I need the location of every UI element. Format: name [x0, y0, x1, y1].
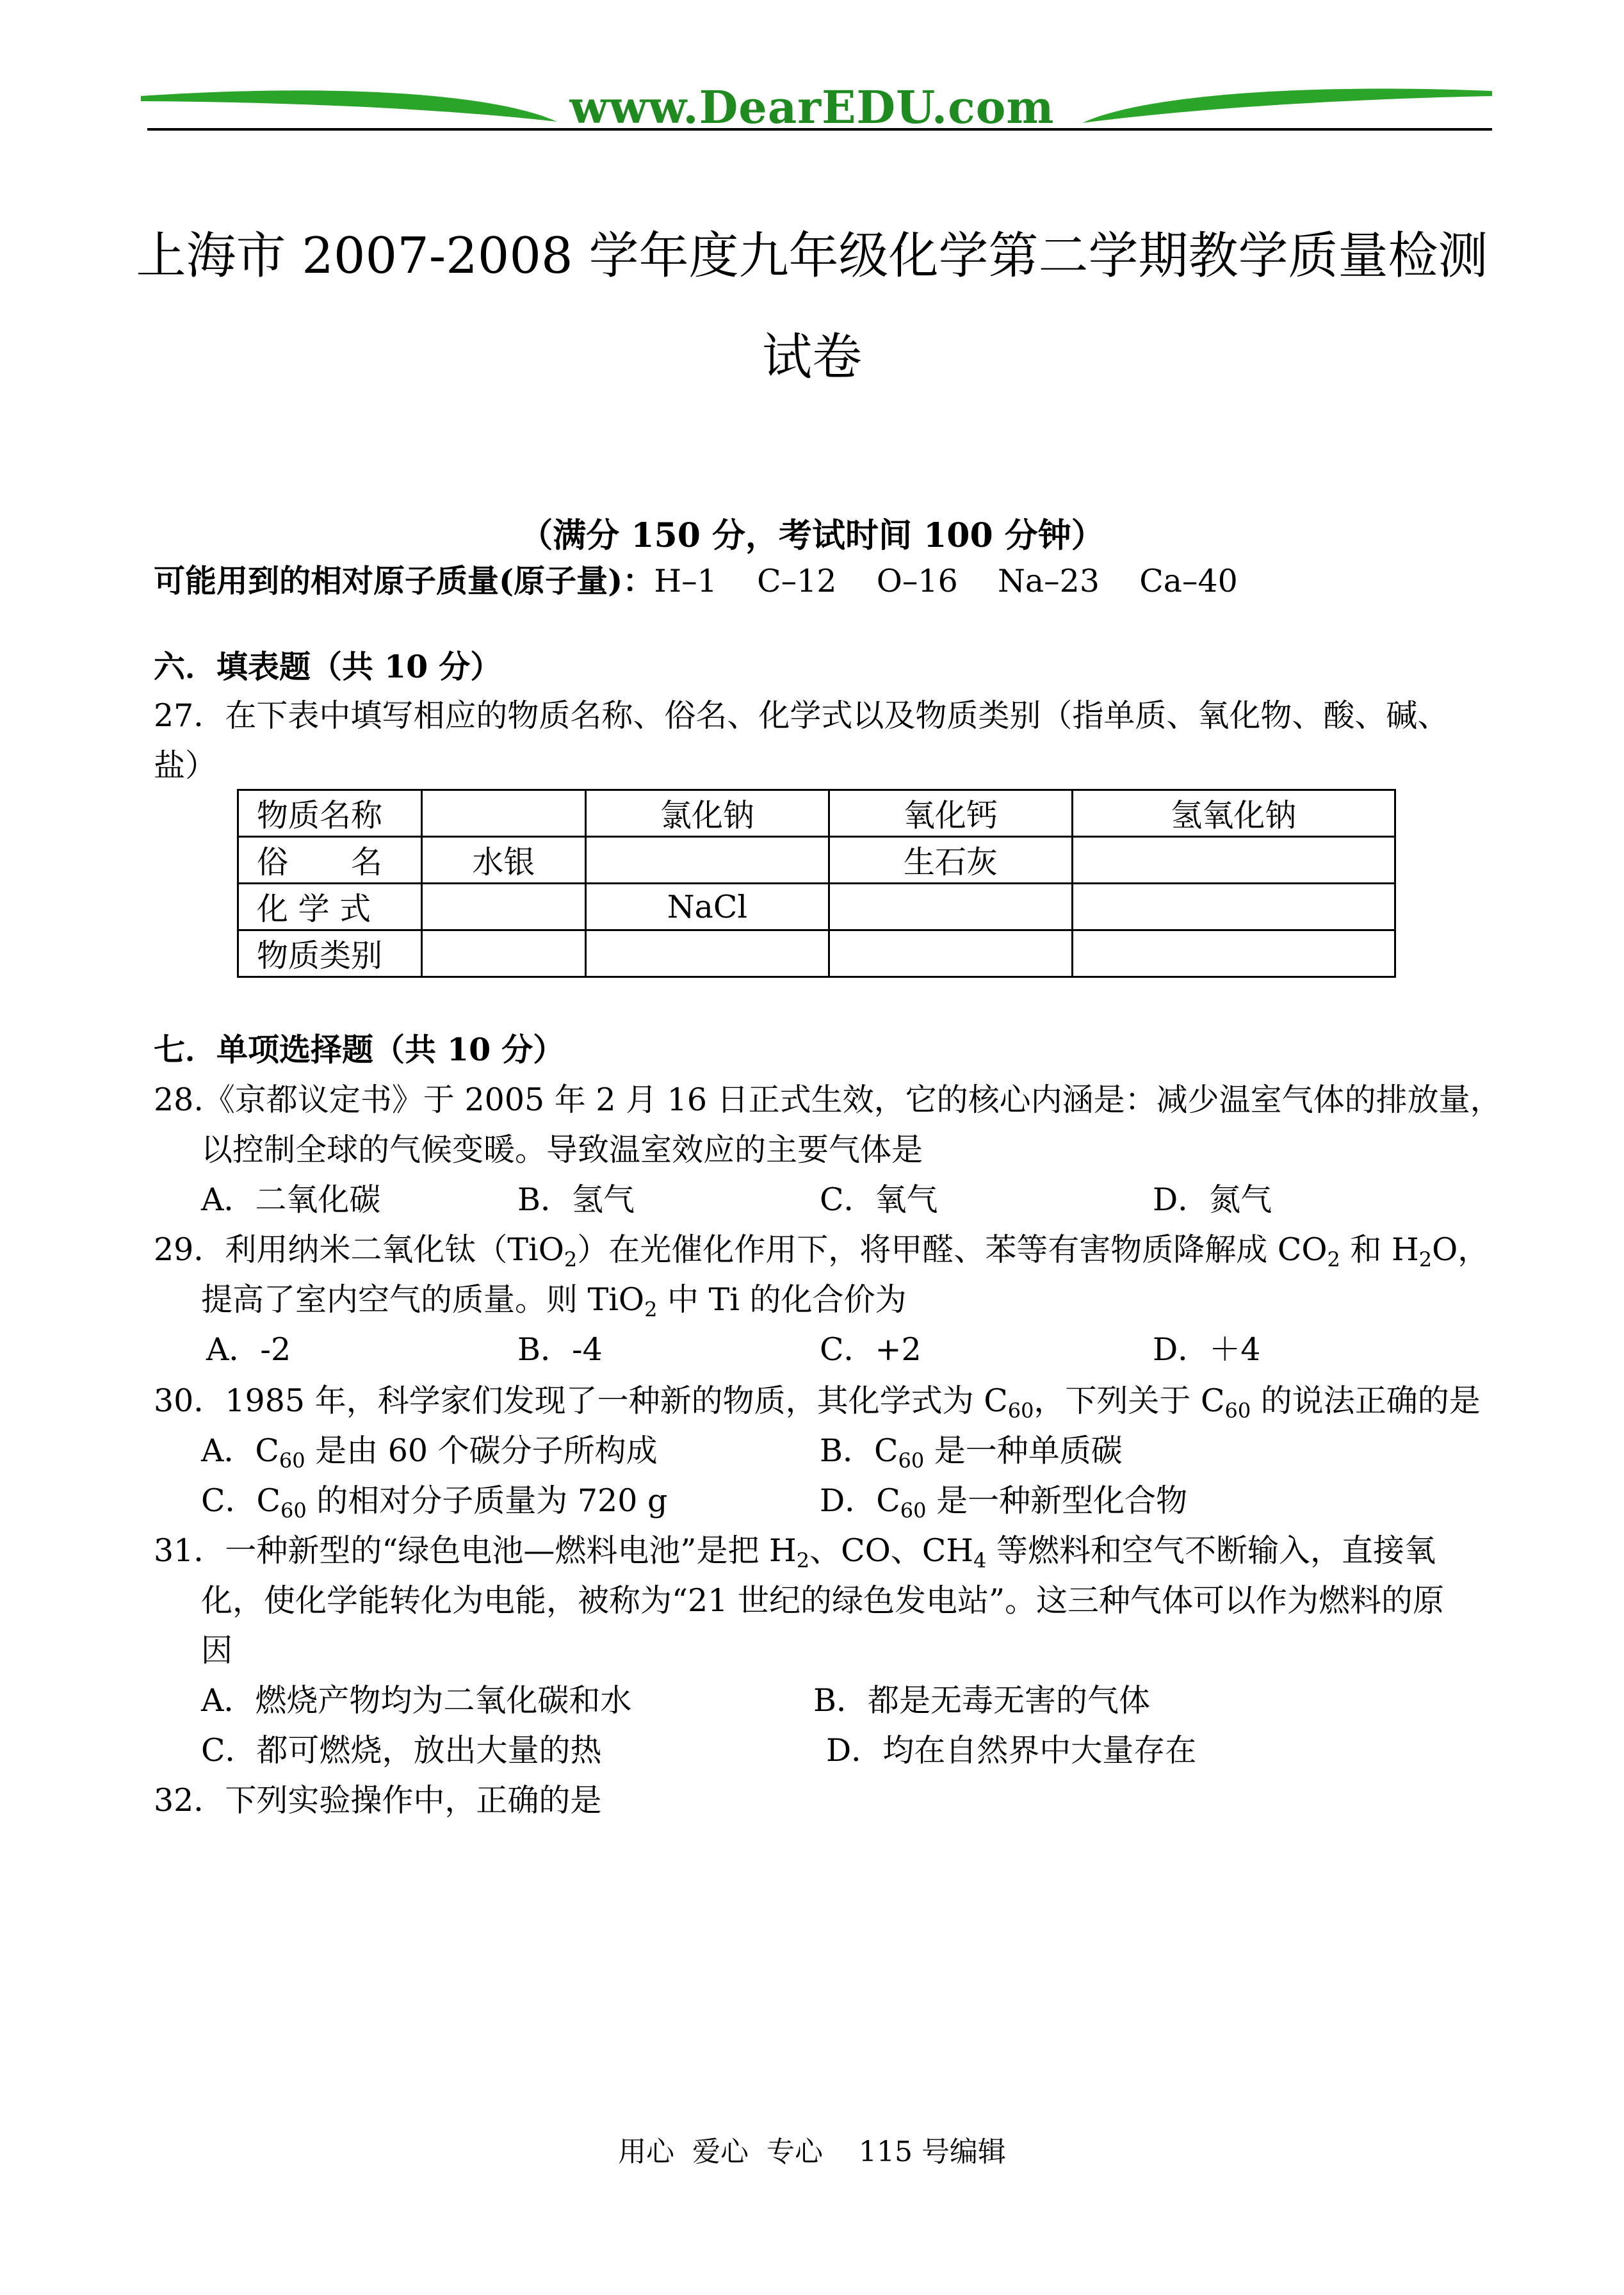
q28-option-a: A．二氧化碳 [201, 1181, 381, 1218]
page-title-line2: 试卷 [761, 328, 862, 386]
table-cell [422, 884, 586, 930]
atomic-masses: 可能用到的相对原子质量(原子量)：H–1 C–12 O–16 Na–23 Ca–40 [154, 562, 1238, 599]
table-row [238, 884, 1395, 930]
section-6-heading: 六．填表题（共 10 分） [154, 648, 502, 685]
q30-option-c: C．$C_{60}$ 的相对分子质量为 720 g [201, 1482, 668, 1523]
table-cell [829, 930, 1072, 977]
table-row [238, 930, 1395, 977]
q31-option-d: D．均在自然界中大量存在 [826, 1732, 1197, 1769]
page-footer: 用心 爱心 专心 115 号编辑 [618, 2136, 1006, 2168]
table-cell: NaCl [585, 884, 829, 930]
q28-option-c: C．氧气 [820, 1181, 938, 1218]
header-divider [147, 128, 1492, 131]
table-row [238, 790, 1395, 837]
substance-table [237, 789, 1396, 978]
q28-text-cont: 以控制全球的气候变暖。导致温室效应的主要气体是 [201, 1131, 923, 1168]
table-cell [1072, 930, 1395, 977]
q31-option-a: A．燃烧产物均为二氧化碳和水 [201, 1682, 632, 1719]
q31-text-cont2: 因 [201, 1632, 233, 1669]
table-cell [585, 930, 829, 977]
q31-text-cont: 化，使化学能转化为电能，被称为“21 世纪的绿色发电站”。这三种气体可以作为燃料的原 [201, 1582, 1445, 1619]
q31-option-c: C．都可燃烧，放出大量的热 [201, 1732, 602, 1769]
table-cell: 俗 名 [238, 837, 422, 884]
table-cell [1072, 884, 1395, 930]
q32-text: 32．下列实验操作中，正确的是 [154, 1782, 602, 1819]
table-cell [1072, 837, 1395, 884]
table-cell: 物质名称 [238, 790, 422, 837]
section-7-heading: 七．单项选择题（共 10 分） [154, 1031, 565, 1068]
q31-option-b: B．都是无毒无害的气体 [813, 1682, 1151, 1719]
table-cell [829, 884, 1072, 930]
table-cell: 生石灰 [829, 837, 1072, 884]
page-title: 上海市 2007-2008 学年度九年级化学第二学期教学质量检测 [136, 227, 1488, 285]
q29-text-cont: 提高了室内空气的质量。则 TiO$_2$ 中 Ti 的化合价为 [201, 1281, 907, 1322]
q30-text: 30．1985 年，科学家们发现了一种新的物质，其化学式为 $C_{60}$，下列关于 $C_{60}$ 的说法正确的是 [154, 1383, 1481, 1423]
table-cell: 氧化钙 [829, 790, 1072, 837]
table-cell: 水银 [422, 837, 586, 884]
q29-option-c: C．+2 [820, 1331, 922, 1368]
q30-option-a: A．$C_{60}$ 是由 60 个碳分子所构成 [201, 1432, 658, 1473]
q30-option-b: B．$C_{60}$ 是一种单质碳 [820, 1432, 1123, 1473]
q28-text: 28.《京都议定书》于 2005 年 2 月 16 日正式生效，它的核心内涵是：减少温室气体的排放量， [154, 1082, 1502, 1118]
table-row [238, 837, 1395, 884]
q27-text: 27．在下表中填写相应的物质名称、俗名、化学式以及物质类别（指单质、氧化物、酸、碱、 [154, 697, 1449, 734]
table-cell [422, 930, 586, 977]
site-logo: www.DearEDU.com [569, 81, 1055, 134]
table-cell: 化 学 式 [238, 884, 422, 930]
table-cell [585, 837, 829, 884]
table-cell: 物质类别 [238, 930, 422, 977]
q28-option-d: D．氮气 [1153, 1181, 1272, 1218]
q28-option-b: B．氢气 [517, 1181, 635, 1218]
q29-option-a: A．-2 [206, 1331, 291, 1368]
table-cell: 氯化钠 [585, 790, 829, 837]
q29-text: 29．利用纳米二氧化钛（TiO$_2$）在光催化作用下，将甲醛、苯等有害物质降解成 $CO_2$ 和 $H_2O$， [154, 1231, 1490, 1272]
q29-option-d: D．＋4 [1153, 1331, 1261, 1368]
q31-text: 31．一种新型的“绿色电池—燃料电池”是把 $H_2$、CO、$CH_4$ 等燃料和空气不断输入，直接氧 [154, 1532, 1436, 1573]
score-time: （满分 150 分，考试时间 100 分钟） [519, 516, 1105, 555]
q30-option-d: D．$C_{60}$ 是一种新型化合物 [820, 1482, 1188, 1523]
q29-option-b: B．-4 [517, 1331, 603, 1368]
q27-text-cont: 盐） [154, 747, 217, 784]
table-cell: 氢氧化钠 [1072, 790, 1395, 837]
table-cell [422, 790, 586, 837]
